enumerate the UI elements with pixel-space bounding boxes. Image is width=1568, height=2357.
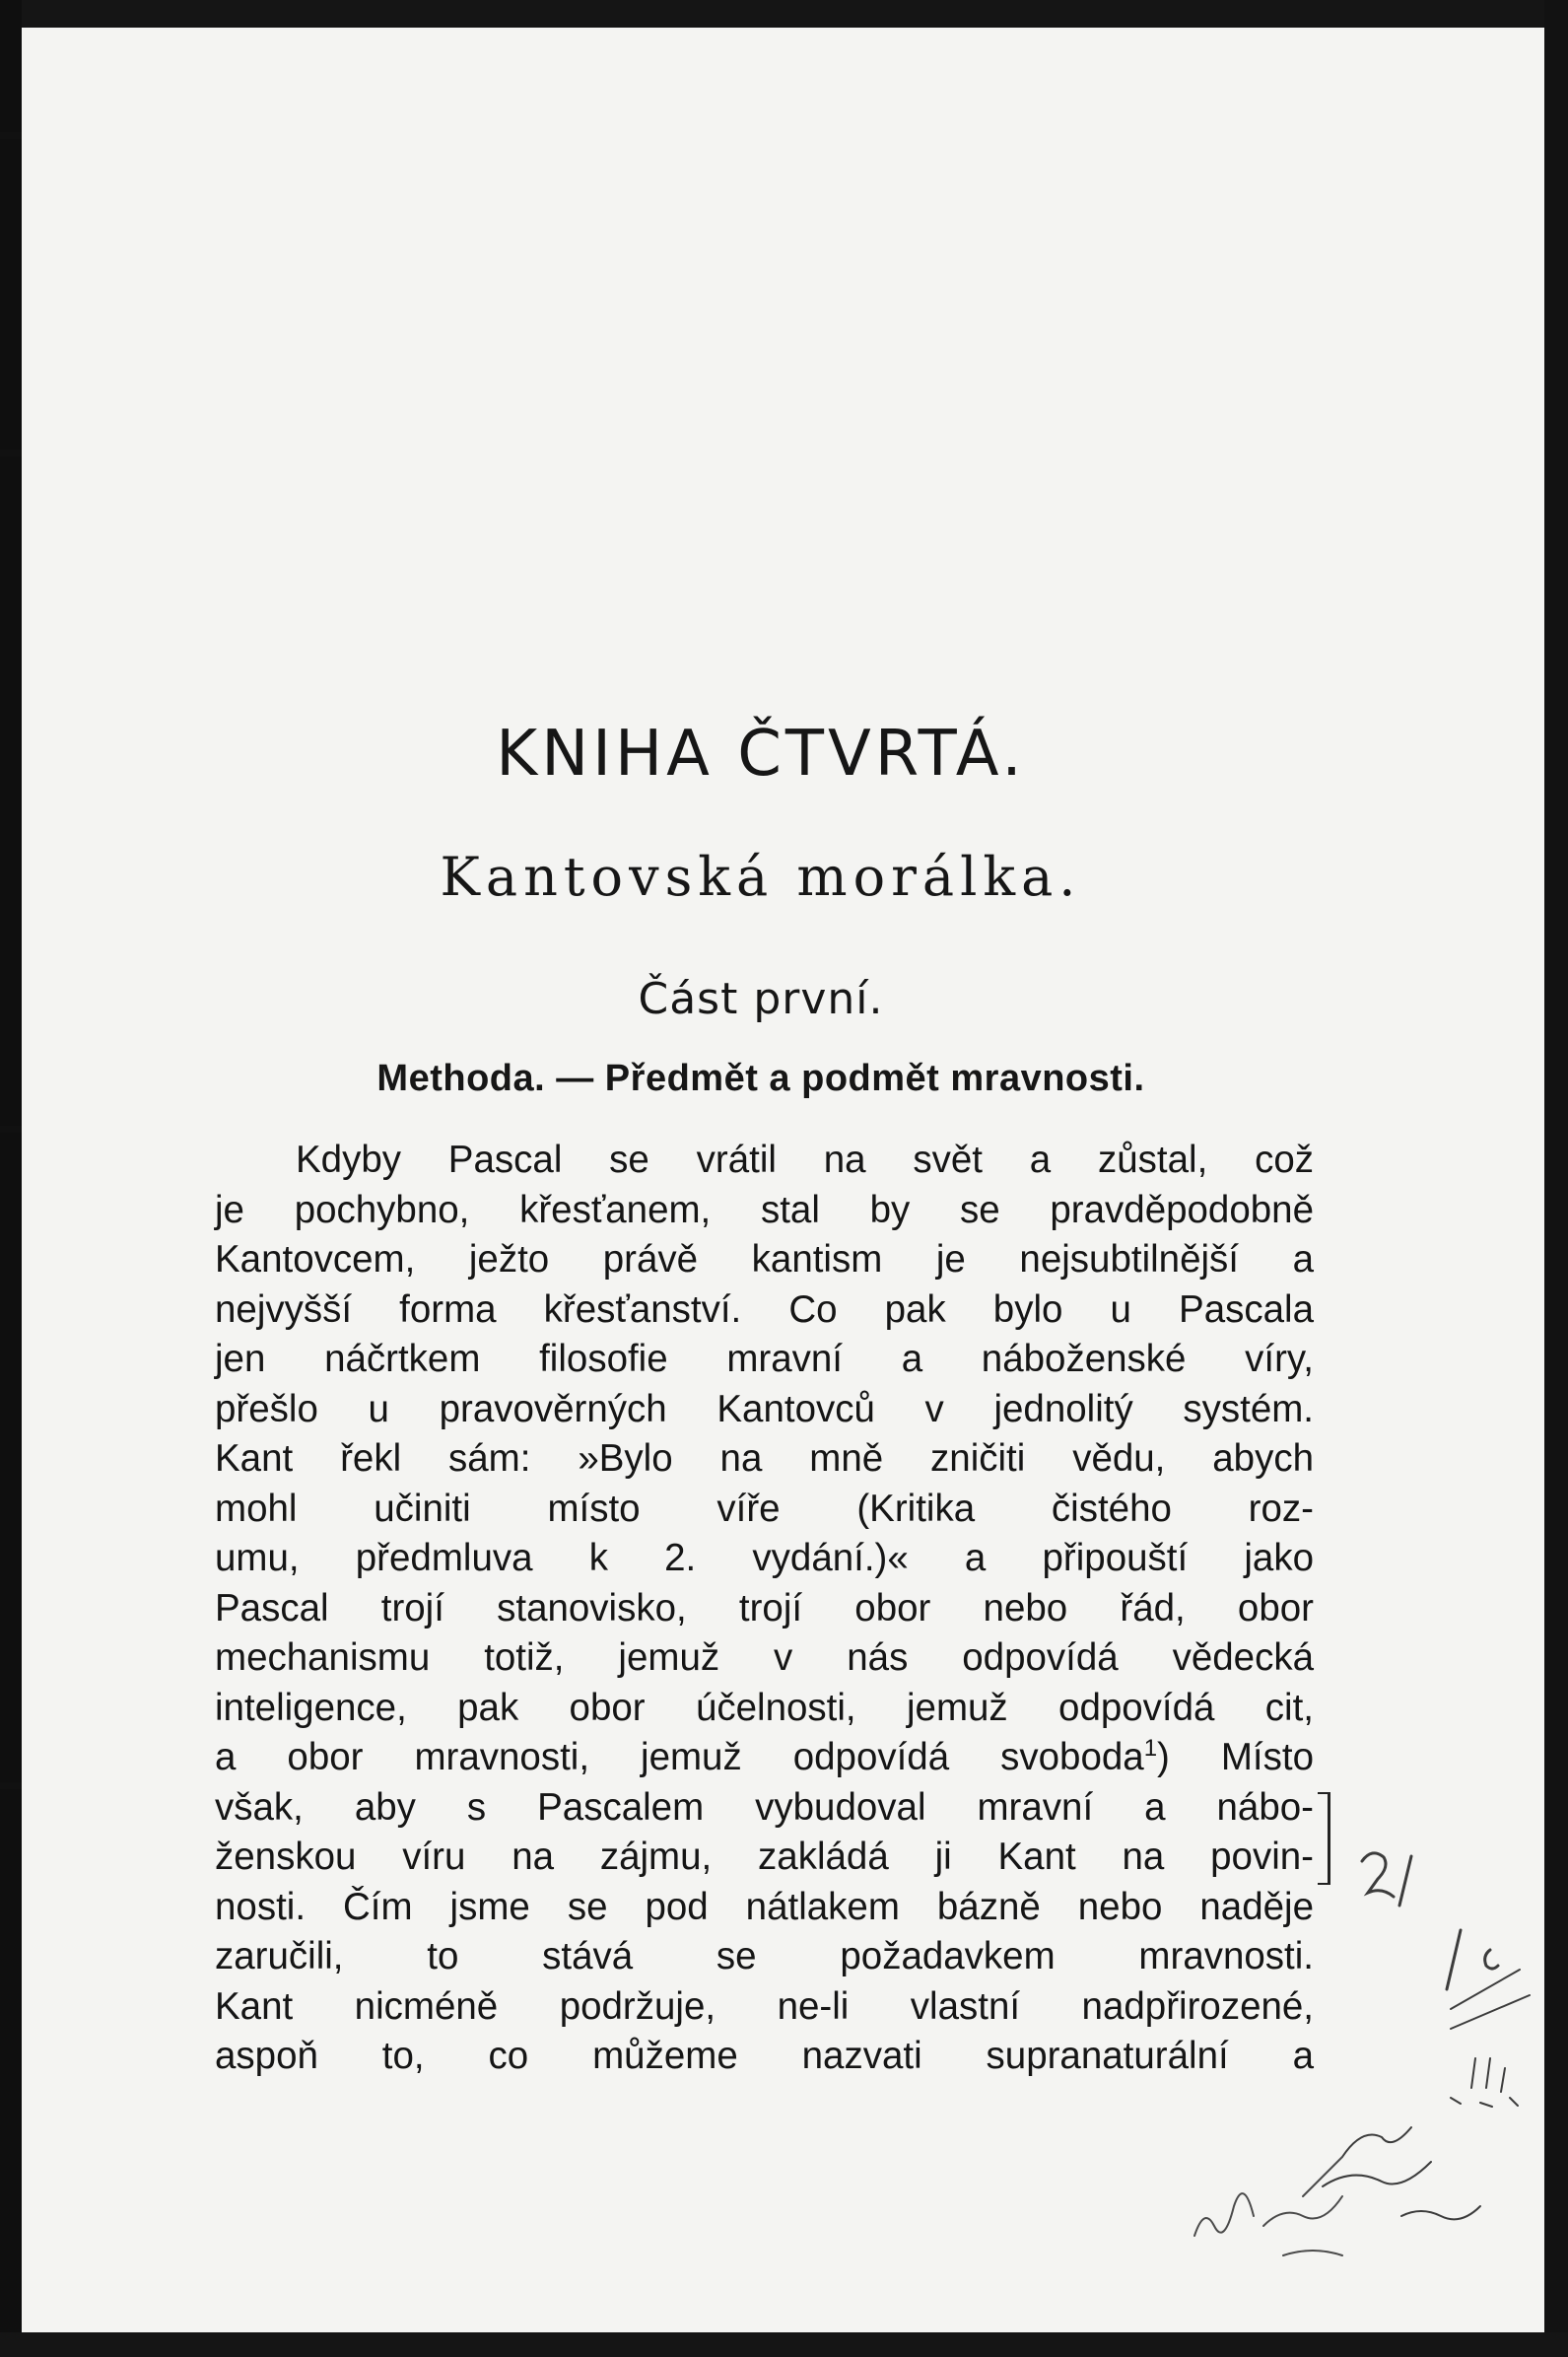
text-line: nosti. Čím jsme se pod nátlakem bázně nebo naděje <box>215 1885 1314 1928</box>
pen-stroke <box>1471 2058 1505 2092</box>
pen-stroke <box>1451 1995 1530 2029</box>
text-line: přešlo u pravověrných Kantovců v jednolitý systém. <box>215 1387 1314 1430</box>
section-title: Methoda. — Předmět a podmět mravnosti. <box>376 1058 1145 1099</box>
text-line: mechanismu totiž, jemuž v nás odpovídá vědecká <box>215 1636 1314 1679</box>
text-segment: ) Místo <box>1157 1736 1314 1778</box>
text-line: nejvyšší forma křesťanství. Co pak bylo u Pascala <box>215 1287 1314 1331</box>
pen-stroke <box>1362 1853 1394 1897</box>
scan-edge-bottom <box>0 2332 1568 2357</box>
text-line: Kant nicméně podržuje, ne-li vlastní nadpřirozené, <box>215 1984 1314 2028</box>
text-line: aspoň to, co můžeme nazvati supranaturální a <box>215 2035 1314 2077</box>
text-line: zaručili, to stává se požadavkem mravnosti. <box>215 1935 1314 1977</box>
text-line-with-footnote <box>215 1733 1314 1783</box>
work-title: Kantovská morálka. <box>440 846 1082 908</box>
footnote-reference: 1 <box>1143 1735 1158 1763</box>
book-page <box>22 28 1544 2332</box>
book-title: KNIHA ČTVRTÁ. <box>496 718 1026 791</box>
text-line: je pochybno, křesťanem, stal by se pravděpodobně <box>215 1188 1314 1231</box>
text-line: Kdyby Pascal se vrátil na svět a zůstal, což <box>296 1139 1314 1181</box>
pen-stroke <box>1451 2098 1518 2107</box>
text-line: však, aby s Pascalem vybudoval mravní a nábo- <box>215 1785 1314 1829</box>
pen-stroke <box>1194 2193 1254 2236</box>
text-line: Pascal trojí stanovisko, trojí obor nebo řád, obor <box>215 1586 1314 1629</box>
pen-stroke <box>1263 2196 1342 2226</box>
scan-edge-right <box>1544 0 1568 2357</box>
scan-edge-left <box>0 0 22 2357</box>
handwritten-scribble <box>1185 2078 1382 2275</box>
pen-stroke <box>1447 1930 1461 1989</box>
pen-stroke <box>1485 1950 1498 1969</box>
body-paragraph <box>215 1136 1314 2082</box>
text-line: ženskou víru na zájmu, zakládá ji Kant na povin- <box>215 1836 1314 1878</box>
text-line: jen náčrtkem filosofie mravní a náboženské víry, <box>215 1338 1314 1380</box>
scan-edge-top <box>0 0 1568 28</box>
text-line: Kant řekl sám: »Bylo na mně zničiti vědu, abych <box>215 1437 1314 1480</box>
text-line: mohl učiniti místo víře (Kritika čistého roz- <box>215 1487 1314 1530</box>
text-line: umu, předmluva k 2. vydání.)« a připouští jako <box>215 1537 1314 1579</box>
text-segment: a obor mravnosti, jemuž odpovídá svoboda <box>215 1736 1144 1778</box>
text-line: inteligence, pak obor účelnosti, jemuž odpovídá cit, <box>215 1686 1314 1729</box>
pen-stroke <box>1303 2157 1342 2196</box>
text-line: Kantovcem, ježto právě kantism je nejsubtilnější a <box>215 1238 1314 1281</box>
pen-stroke <box>1399 1856 1411 1906</box>
pen-stroke <box>1283 2251 1342 2255</box>
part-title: Část první. <box>638 974 884 1024</box>
pen-stroke <box>1401 2206 1480 2219</box>
